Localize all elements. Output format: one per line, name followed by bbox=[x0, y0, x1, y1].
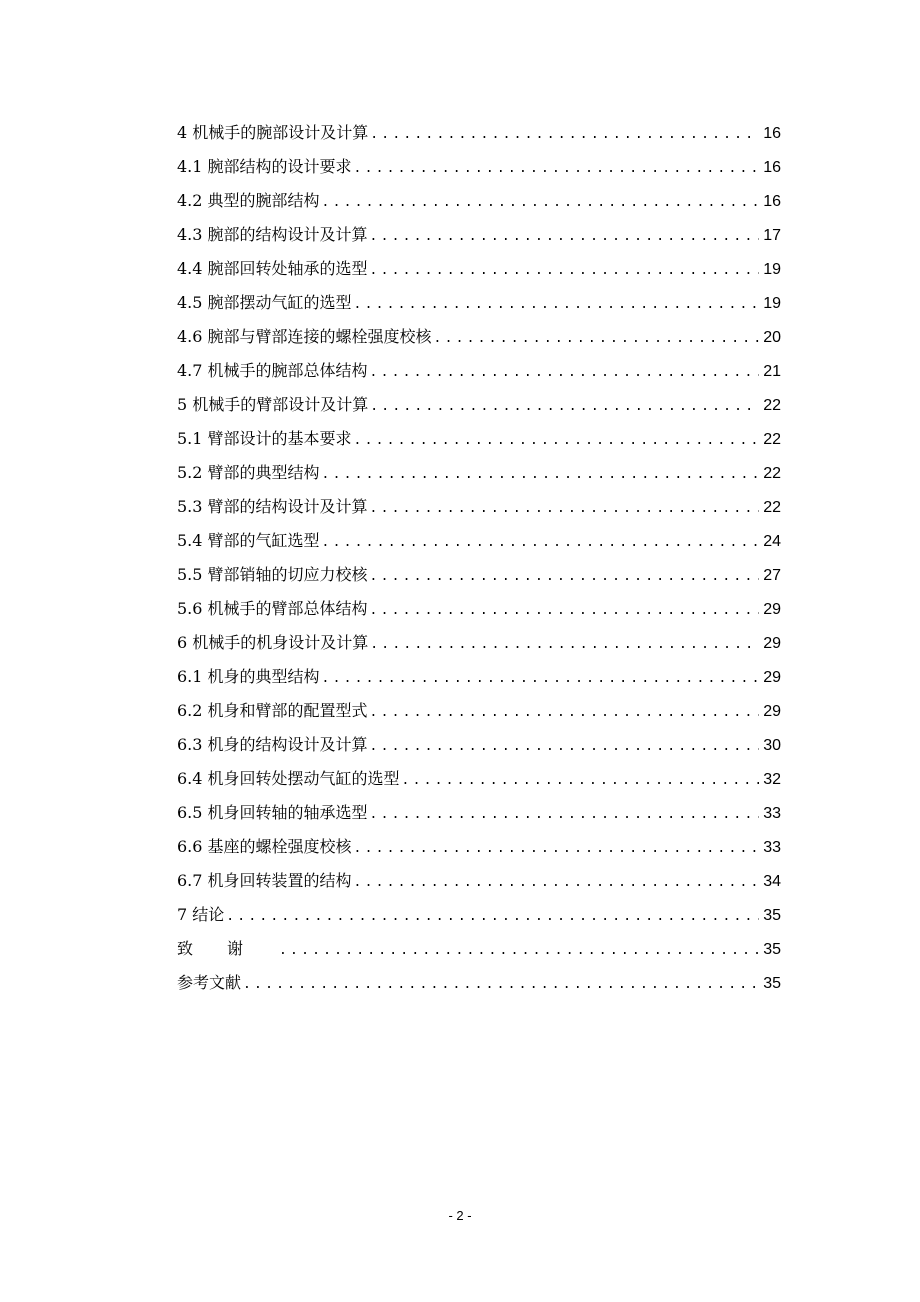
dot-leader bbox=[370, 562, 760, 592]
toc-entry-title: 5.3 臂部的结构设计及计算 bbox=[177, 497, 368, 516]
toc-entry-title: 5.5 臂部销轴的切应力校核 bbox=[177, 565, 368, 584]
toc-entry[interactable] bbox=[177, 628, 781, 662]
toc-entry-title: 6.6 基座的螺栓强度校核 bbox=[177, 837, 352, 856]
toc-entry-title: 6.7 机身回转装置的结构 bbox=[177, 871, 352, 890]
dot-leader bbox=[322, 460, 760, 490]
toc-entry[interactable] bbox=[177, 288, 781, 322]
toc-entry[interactable] bbox=[177, 526, 781, 560]
toc-entry-title: 7 结论 bbox=[177, 905, 225, 924]
toc-entry[interactable] bbox=[177, 390, 781, 424]
toc-entry-title: 4.4 腕部回转处轴承的选型 bbox=[177, 259, 368, 278]
toc-entry-page: 33 bbox=[763, 839, 781, 856]
dot-leader bbox=[370, 120, 759, 150]
dot-leader bbox=[354, 290, 760, 320]
toc-entry-title: 4.1 腕部结构的设计要求 bbox=[177, 157, 352, 176]
toc-entry-page: 22 bbox=[763, 465, 781, 482]
toc-entry[interactable] bbox=[177, 730, 781, 764]
toc-entry-page: 22 bbox=[763, 397, 781, 414]
toc-entry[interactable] bbox=[177, 696, 781, 730]
dot-leader bbox=[354, 426, 760, 456]
toc-entry[interactable] bbox=[177, 900, 781, 934]
toc-entry[interactable] bbox=[177, 798, 781, 832]
toc-entry-page: 35 bbox=[763, 907, 781, 924]
dot-leader bbox=[370, 800, 760, 830]
dot-leader bbox=[354, 868, 760, 898]
toc-entry-title: 5.4 臂部的气缸选型 bbox=[177, 531, 320, 550]
toc-entry-title: 6.2 机身和臂部的配置型式 bbox=[177, 701, 368, 720]
toc-entry-title: 4.5 腕部摆动气缸的选型 bbox=[177, 293, 352, 312]
toc-entry-page: 16 bbox=[763, 125, 781, 142]
toc-entry-title: 6.1 机身的典型结构 bbox=[177, 667, 320, 686]
toc-entry[interactable] bbox=[177, 322, 781, 356]
toc-entry-title: 5.6 机械手的臂部总体结构 bbox=[177, 599, 368, 618]
toc-entry-title: 4.2 典型的腕部结构 bbox=[177, 191, 320, 210]
toc-entry-page: 22 bbox=[763, 499, 781, 516]
dot-leader bbox=[226, 902, 759, 932]
toc-entry-title: 致谢 bbox=[177, 939, 278, 958]
page-number: - 2 - bbox=[448, 1208, 472, 1223]
toc-entry[interactable] bbox=[177, 968, 781, 1002]
toc-entry[interactable] bbox=[177, 118, 781, 152]
dot-leader bbox=[370, 698, 760, 728]
toc-entry-page: 19 bbox=[763, 295, 781, 312]
dot-leader bbox=[434, 324, 760, 354]
toc-entry[interactable] bbox=[177, 356, 781, 390]
dot-leader bbox=[402, 766, 760, 796]
toc-entry[interactable] bbox=[177, 832, 781, 866]
toc-entry-title: 6 机械手的机身设计及计算 bbox=[177, 633, 369, 652]
toc-entry-title: 5 机械手的臂部设计及计算 bbox=[177, 395, 369, 414]
toc-entry-title: 4.3 腕部的结构设计及计算 bbox=[177, 225, 368, 244]
dot-leader bbox=[370, 222, 760, 252]
toc-entry-title: 6.3 机身的结构设计及计算 bbox=[177, 735, 368, 754]
toc-entry[interactable] bbox=[177, 662, 781, 696]
dot-leader bbox=[354, 834, 760, 864]
toc-entry[interactable] bbox=[177, 186, 781, 220]
dot-leader bbox=[370, 596, 760, 626]
toc-entry[interactable] bbox=[177, 424, 781, 458]
dot-leader bbox=[322, 188, 760, 218]
dot-leader bbox=[370, 732, 760, 762]
toc-entry-title: 6.4 机身回转处摆动气缸的选型 bbox=[177, 769, 400, 788]
dot-leader bbox=[370, 358, 760, 388]
toc-entry-page: 34 bbox=[763, 873, 781, 890]
toc-entry-page: 27 bbox=[763, 567, 781, 584]
toc-entry-page: 19 bbox=[763, 261, 781, 278]
toc-entry[interactable] bbox=[177, 458, 781, 492]
toc-entry[interactable] bbox=[177, 934, 781, 968]
toc-entry-title: 5.1 臂部设计的基本要求 bbox=[177, 429, 352, 448]
toc-entry[interactable] bbox=[177, 866, 781, 900]
dot-leader bbox=[354, 154, 760, 184]
toc-entry-title: 4.6 腕部与臂部连接的螺栓强度校核 bbox=[177, 327, 432, 346]
toc-entry-page: 35 bbox=[763, 941, 781, 958]
dot-leader bbox=[370, 630, 759, 660]
dot-leader bbox=[370, 392, 759, 422]
toc-entry-page: 32 bbox=[763, 771, 781, 788]
toc-entry-page: 16 bbox=[763, 193, 781, 210]
toc-entry[interactable] bbox=[177, 594, 781, 628]
toc-entry-page: 29 bbox=[763, 601, 781, 618]
toc-entry[interactable] bbox=[177, 560, 781, 594]
dot-leader bbox=[322, 528, 760, 558]
toc-entry-page: 16 bbox=[763, 159, 781, 176]
toc-entry-page: 35 bbox=[763, 975, 781, 992]
toc-entry-page: 29 bbox=[763, 669, 781, 686]
toc-entry-title: 参考文献 bbox=[177, 973, 242, 992]
dot-leader bbox=[370, 256, 760, 286]
table-of-contents bbox=[177, 118, 781, 1002]
dot-leader bbox=[243, 970, 759, 1000]
toc-entry-page: 33 bbox=[763, 805, 781, 822]
toc-entry-page: 29 bbox=[763, 635, 781, 652]
dot-leader bbox=[322, 664, 760, 694]
toc-entry[interactable] bbox=[177, 492, 781, 526]
toc-entry-page: 20 bbox=[763, 329, 781, 346]
toc-entry[interactable] bbox=[177, 254, 781, 288]
dot-leader bbox=[370, 494, 760, 524]
toc-entry[interactable] bbox=[177, 220, 781, 254]
dot-leader bbox=[279, 936, 759, 966]
toc-entry-page: 29 bbox=[763, 703, 781, 720]
toc-entry-page: 17 bbox=[763, 227, 781, 244]
toc-entry[interactable] bbox=[177, 152, 781, 186]
toc-entry[interactable] bbox=[177, 764, 781, 798]
toc-entry-title: 5.2 臂部的典型结构 bbox=[177, 463, 320, 482]
toc-entry-page: 30 bbox=[763, 737, 781, 754]
toc-entry-page: 24 bbox=[763, 533, 781, 550]
toc-entry-page: 22 bbox=[763, 431, 781, 448]
toc-entry-page: 21 bbox=[763, 363, 781, 380]
toc-entry-title: 6.5 机身回转轴的轴承选型 bbox=[177, 803, 368, 822]
toc-entry-title: 4 机械手的腕部设计及计算 bbox=[177, 123, 369, 142]
toc-entry-title: 4.7 机械手的腕部总体结构 bbox=[177, 361, 368, 380]
